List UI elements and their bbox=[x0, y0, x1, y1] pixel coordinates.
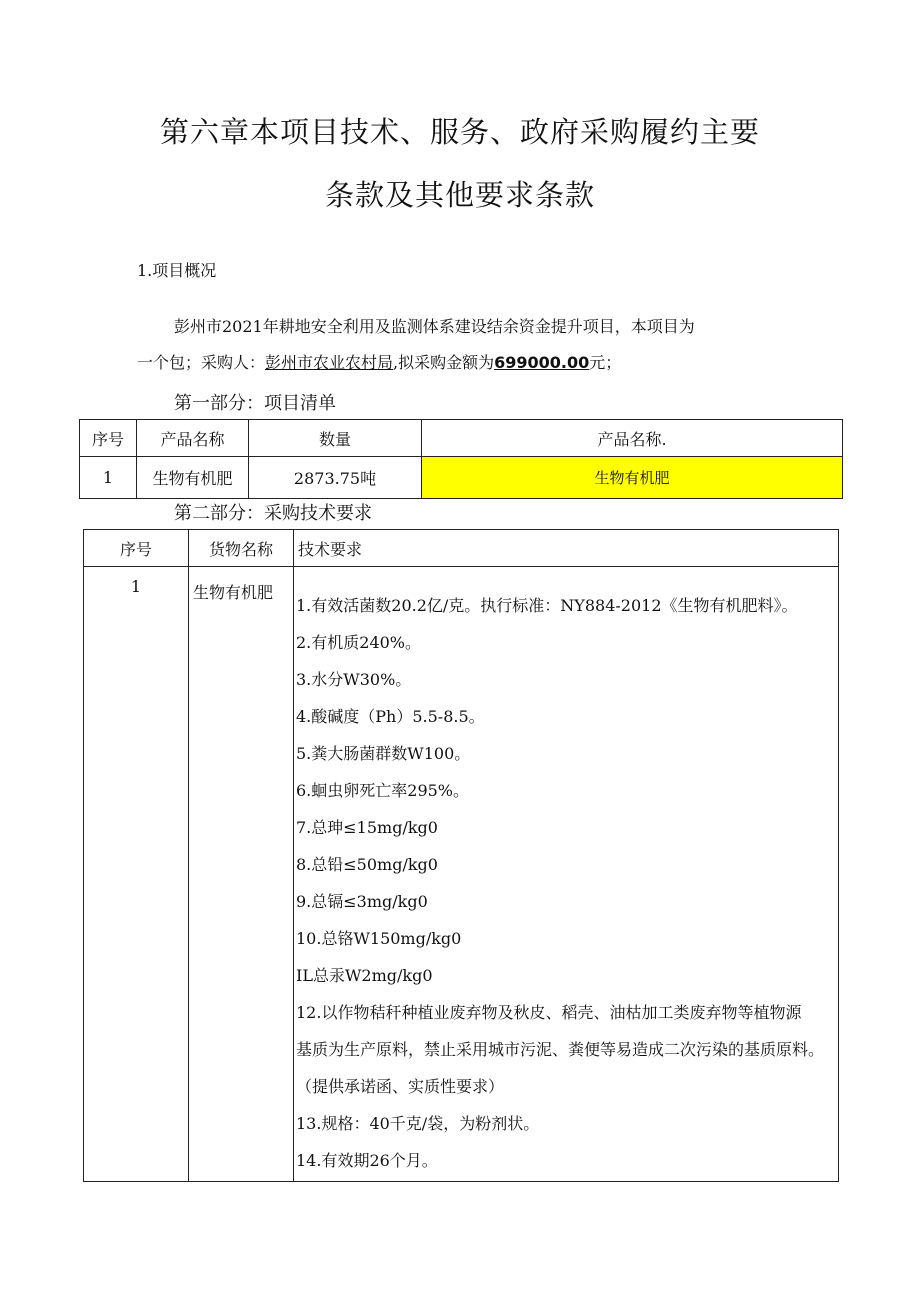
requirement-item: 4.酸碱度（Ph）5.5-8.5。 bbox=[296, 707, 485, 726]
table-row bbox=[80, 457, 843, 499]
requirement-item: （提供承诺函、实质性要求） bbox=[296, 1077, 505, 1096]
requirement-item: 5.粪大肠菌群数W100。 bbox=[296, 744, 471, 763]
part-one-heading: 第一部分：项目清单 bbox=[174, 393, 336, 414]
requirement-item: IL总汞W2mg/kg0 bbox=[296, 966, 433, 985]
cell-goods-container bbox=[189, 567, 294, 1182]
requirement-item: 13.规格：40千克/袋，为粉剂状。 bbox=[296, 1114, 540, 1133]
header-product-name: 产品名称 bbox=[137, 420, 249, 457]
table-header-row bbox=[80, 420, 843, 457]
requirement-item: 9.总镉≤3mg/kg0 bbox=[296, 892, 428, 911]
page-title-line-2: 条款及其他要求条款 bbox=[324, 178, 595, 212]
overview-paragraph-line-2 bbox=[137, 350, 621, 373]
header-technical-requirements: 技术要求 bbox=[294, 530, 839, 567]
overview-paragraph-line-1: 彭州市2021年耕地安全利用及监测体系建设结余资金提升项目，本项目为 bbox=[174, 317, 695, 336]
header-product-name-2: 产品名称. bbox=[422, 420, 843, 457]
requirement-item: 3.水分W30%。 bbox=[296, 670, 412, 689]
requirement-item: 1.有效活菌数20.2亿/克。执行标准：NY884-2012《生物有机肥料》。 bbox=[296, 596, 798, 615]
cell-quantity: 2873.75吨 bbox=[249, 457, 422, 499]
requirements-list bbox=[294, 567, 838, 1179]
header-quantity: 数量 bbox=[249, 420, 422, 457]
requirement-item: 7.总珅≤15mg/kg0 bbox=[296, 818, 438, 837]
overview-suffix: 元； bbox=[589, 353, 622, 372]
header-goods-name: 货物名称 bbox=[189, 530, 294, 567]
part-two-heading: 第二部分：采购技术要求 bbox=[174, 503, 372, 524]
requirement-item: 6.蛔虫卵死亡率295%。 bbox=[296, 781, 470, 800]
table-row bbox=[84, 567, 839, 1182]
header-index: 序号 bbox=[80, 420, 137, 457]
requirement-item: 14.有效期26个月。 bbox=[296, 1151, 438, 1170]
purchaser-name: 彭州市农业农村局 bbox=[265, 353, 394, 372]
cell-goods-name: 生物有机肥 bbox=[193, 583, 274, 602]
header-index: 序号 bbox=[84, 530, 189, 567]
cell-index: 1 bbox=[130, 577, 142, 596]
technical-requirements-table bbox=[83, 529, 839, 1182]
requirement-item: 基质为生产原料，禁止采用城市污泥、粪便等易造成二次污染的基质原料。 bbox=[296, 1040, 825, 1059]
table-header-row bbox=[84, 530, 839, 567]
requirement-item: 8.总铅≤50mg/kg0 bbox=[296, 855, 438, 874]
overview-mid: ,拟采购金额为 bbox=[393, 353, 495, 372]
project-list-table bbox=[79, 419, 843, 499]
cell-index: 1 bbox=[80, 457, 137, 499]
requirement-item: 12.以作物秸秆种植业废弃物及秋皮、稻壳、油枯加工类废弃物等植物源 bbox=[296, 1003, 802, 1022]
cell-requirements bbox=[294, 567, 839, 1182]
overview-prefix: 一个包；采购人： bbox=[137, 353, 266, 372]
cell-product-name: 生物有机肥 bbox=[137, 457, 249, 499]
section-heading-project-overview: 1.项目概况 bbox=[137, 261, 217, 280]
page-title-line-1: 第六章本项目技术、服务、政府采购履约主要 bbox=[159, 115, 760, 149]
cell-index-container bbox=[84, 567, 189, 1182]
requirement-item: 2.有机质240%。 bbox=[296, 633, 422, 652]
cell-product-name-highlighted: 生物有机肥 bbox=[422, 457, 843, 499]
requirement-item: 10.总铬W150mg/kg0 bbox=[296, 929, 462, 948]
budget-amount: 699000.00 bbox=[494, 353, 590, 372]
